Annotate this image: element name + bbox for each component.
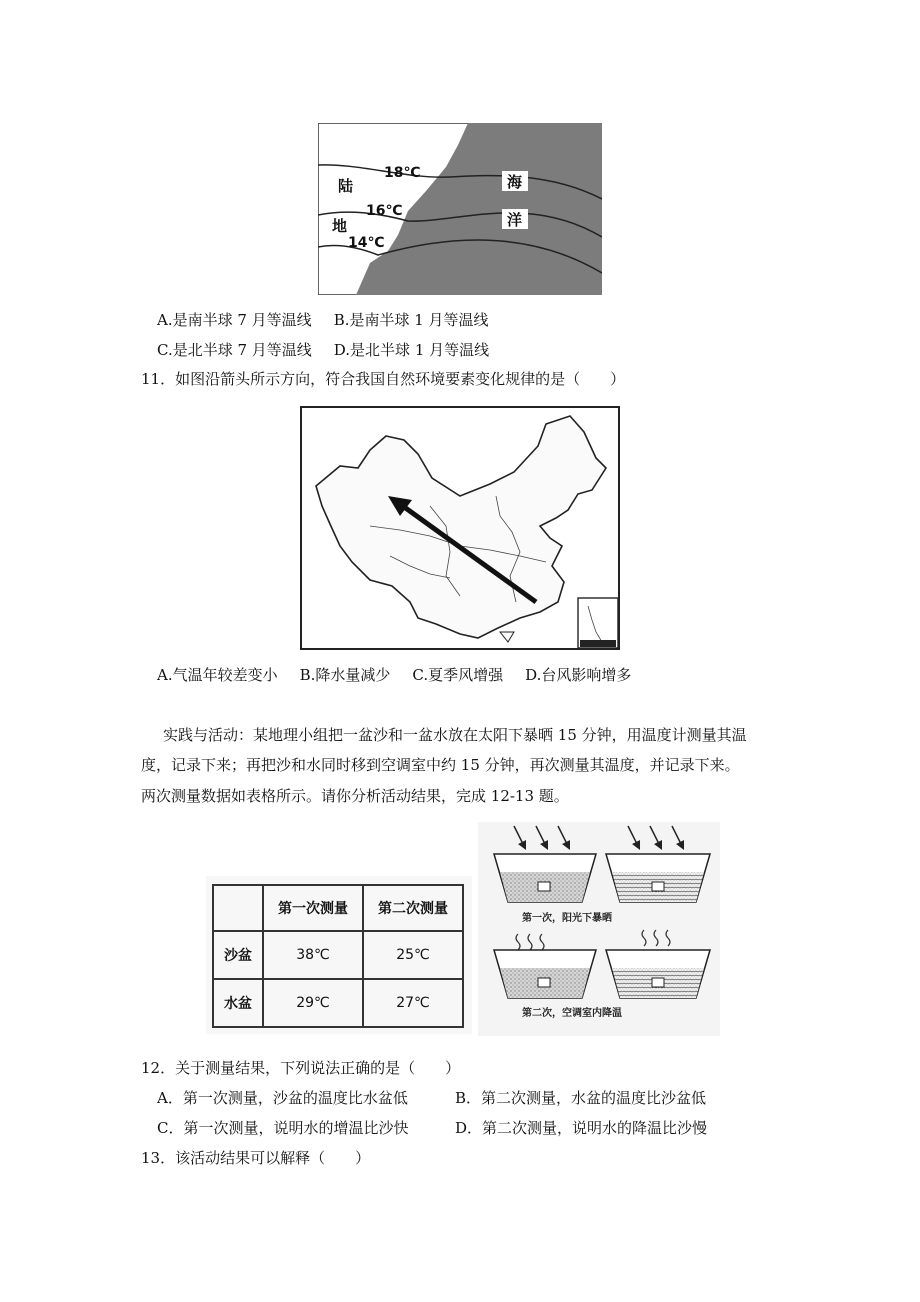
experiment-illustration [478, 822, 720, 1036]
q11-options [157, 665, 631, 685]
q11-stem: 11．如图沿箭头所示方向，符合我国自然环境要素变化规律的是（ ） [141, 370, 626, 388]
q10-option-a[interactable]: A.是南半球 7 月等温线 [157, 311, 312, 329]
land-label-1: 陆 [338, 177, 354, 195]
measurement-table [212, 884, 464, 1028]
table-header-first: 第一次测量 [263, 885, 363, 931]
q12-option-c[interactable]: C．第一次测量，说明水的增温比沙快 [157, 1119, 409, 1137]
sea-label-1: 海 [507, 173, 523, 191]
table-cell-water-second: 27℃ [363, 979, 463, 1027]
table-header-second: 第二次测量 [363, 885, 463, 931]
isotherm-map [318, 123, 602, 295]
table-cell-water-first: 29℃ [263, 979, 363, 1027]
q11-option-a[interactable]: A.气温年较差变小 [157, 666, 278, 684]
land-label-2: 地 [332, 217, 348, 235]
q12-option-a[interactable]: A．第一次测量，沙盆的温度比水盆低 [157, 1089, 408, 1107]
table-row-water-label: 水盆 [213, 979, 263, 1027]
q12-stem: 12．关于测量结果，下列说法正确的是（ ） [141, 1059, 461, 1077]
q10-options-row-1 [157, 310, 489, 330]
q12-option-d[interactable]: D．第二次测量，说明水的降温比沙慢 [455, 1119, 708, 1137]
isotherm-14-label: 14℃ [348, 235, 385, 251]
experiment-caption-second: 第二次，空调室内降温 [522, 1008, 622, 1019]
q11-option-c[interactable]: C.夏季风增强 [412, 666, 504, 684]
q10-option-d[interactable]: D.是北半球 1 月等温线 [333, 341, 490, 359]
q10-option-b[interactable]: B.是南半球 1 月等温线 [333, 311, 489, 329]
table-cell-sand-first: 38℃ [263, 931, 363, 979]
table-corner-cell [213, 885, 263, 931]
q12-option-b[interactable]: B．第二次测量，水盆的温度比沙盆低 [455, 1089, 707, 1107]
q10-options-row-2 [157, 340, 489, 360]
activity-line-3: 两次测量数据如表格所示。请你分析活动结果，完成 12-13 题。 [141, 787, 569, 805]
q10-option-c[interactable]: C.是北半球 7 月等温线 [157, 341, 312, 359]
q11-option-d[interactable]: D.台风影响增多 [525, 666, 632, 684]
experiment-caption-first: 第一次，阳光下暴晒 [522, 913, 612, 924]
isotherm-16-label: 16℃ [366, 203, 403, 219]
q11-option-b[interactable]: B.降水量减少 [299, 666, 391, 684]
q13-stem: 13．该活动结果可以解释（ ） [141, 1149, 371, 1167]
isotherm-18-label: 18℃ [384, 165, 421, 181]
table-cell-sand-second: 25℃ [363, 931, 463, 979]
activity-line-2: 度，记录下来；再把沙和水同时移到空调室中约 15 分钟，再次测量其温度，并记录下来。 [141, 756, 740, 774]
sea-label-2: 洋 [507, 211, 523, 229]
activity-line-1: 实践与活动：某地理小组把一盆沙和一盆水放在太阳下暴晒 15 分钟，用温度计测量其温 [163, 726, 747, 744]
table-row-sand-label: 沙盆 [213, 931, 263, 979]
measurement-table-frame [206, 876, 472, 1034]
china-map [300, 406, 620, 650]
